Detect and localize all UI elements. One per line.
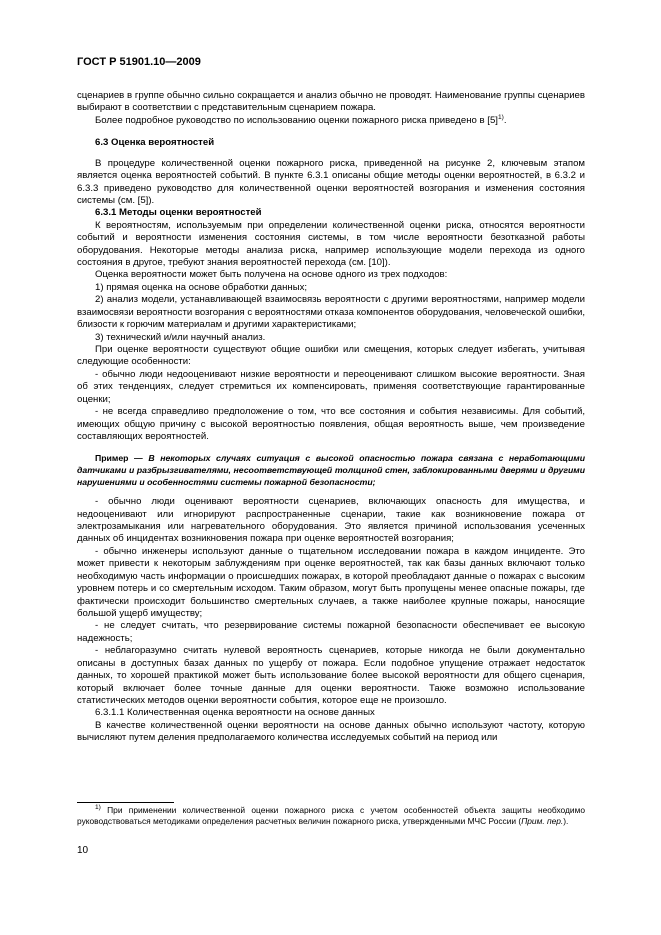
- subsubsection-heading: 6.3.1.1 Количественная оценка вероятности на основе данных: [95, 707, 375, 719]
- list-item: 1) прямая оценка на основе обработки данных;: [95, 281, 308, 293]
- list-item: - обычно люди оценивают вероятности сценариев, включающих опасность для имущества, и недооценивают или игнорируют распространенные сценарии, такие как возникновение пожара от электрозамыкания или нагревательного оборудования. Это является причиной использования усеченных данных об инцидентах возникновения пожара при оценке вероятностей возгорания;: [77, 496, 585, 545]
- list-item: - не следует считать, что резервирование системы пожарной безопасности обеспечивает ее высокую надежность;: [77, 620, 585, 644]
- example-note: [77, 453, 585, 488]
- paragraph-end: .: [503, 114, 507, 126]
- list-item: 3) технический и/или научный анализ.: [95, 331, 266, 343]
- list-item: - неблагоразумно считать нулевой вероятность сценариев, которые никогда не были документально описаны в доступных базах данных по ущербу от пожара. Если подобное упущение отражает недостаток данных, то хорошей практикой может быть использование более высокой вероятности для общего сценария, который включает более точные данные для оценки вероятности. Также возможно использование статистических методов оценки вероятности события, которое еще не произошло.: [77, 645, 585, 706]
- document-body: [77, 90, 585, 745]
- footnote-end: ).: [563, 816, 569, 827]
- paragraph: К вероятностям, используемым при определении количественной оценки риска, относятся вероятности событий и вероятности изменения состояния системы, в том числе вероятности безотказной работы оборудования. Некоторые методы анализа риска, например использующие модели перехода из одного состояния в другое, требуют знания вероятностей перехода (см. [10]).: [77, 219, 585, 269]
- example-text: В некоторых случаях ситуация с высокой опасностью пожара связана с неработающими датчиками и разбрызгивателями, несоответствующей толщиной стен, заблокированными дверями и другими нарушениями и особенностями системы пожарной безопасности;: [77, 453, 585, 487]
- footnote-ref: 1): [497, 113, 504, 121]
- paragraph: В процедуре количественной оценки пожарного риска, приведенной на рисунке 2, ключевым этапом является оценка вероятностей событий. В пункте 6.3.1 описаны общие методы оценки вероятностей, в 6.3.2 и 6.3.3 приведено руководство для количественной оценки вероятностей возгорания и изменения состояния системы (см. [5]).: [77, 157, 585, 206]
- list-item: 2) анализ модели, устанавливающей взаимосвязь вероятности с другими вероятностями, например модели взаимосвязи вероятности возгорания с вероятностями отказа компонентов оборудования, человеческой ошибки, близости к горючим материалам и другими характеристиками;: [77, 294, 585, 331]
- example-label: Пример —: [95, 453, 143, 464]
- footnote-separator: [77, 802, 174, 803]
- paragraph: При оценке вероятности существуют общие ошибки или смещения, которых следует избегать, учитывая следующие особенности:: [77, 344, 585, 368]
- page-number: 10: [77, 845, 89, 856]
- list-item: - не всегда справедливо предположение о том, что все состояния и события независимы. Для событий, имеющих общую причину с высокой вероятностью появления, общая вероятность выше, чем произведение составляющих вероятностей.: [77, 406, 585, 442]
- section-heading: 6.3 Оценка вероятностей: [95, 137, 215, 149]
- document-header: ГОСТ Р 51901.10—2009: [77, 56, 201, 68]
- subsection-heading: 6.3.1 Методы оценки вероятностей: [95, 207, 262, 219]
- paragraph-text: Более подробное руководство по использованию оценки пожарного риска приведено в [5]: [95, 114, 498, 126]
- list-item: - обычно люди недооценивают низкие вероятности и переоценивают слишком высокие вероятности. Зная об этих тенденциях, следует стремиться их компенсировать, применяя соответствующие гарантированные оценки;: [77, 368, 585, 405]
- footnote-mark: 1): [95, 804, 101, 812]
- footnote: [77, 805, 585, 827]
- footnote-italic: Прим. пер.: [521, 816, 564, 827]
- paragraph: [77, 115, 585, 127]
- paragraph: сценариев в группе обычно сильно сокращается и анализ обычно не проводят. Наименование группы сценариев выбирают в соответствии с представительным сценарием пожара.: [77, 90, 585, 114]
- footnote-text: При применении количественной оценки пожарного риска с учетом особенностей объекта защиты необходимо руководствоваться методиками определения расчетных величин пожарного риска, утвержденными МЧС России (: [77, 805, 585, 827]
- paragraph: Оценка вероятности может быть получена на основе одного из трех подходов:: [95, 269, 448, 281]
- list-item: - обычно инженеры используют данные о тщательном исследовании пожара в каждом инциденте. Это может привести к некоторым заблуждениям при оценке вероятностей, так как базы данных включают только необходимую часть информации о происшедших пожарах, в которой преобладают данные о пожарах с высоким уровнем потерь и со смертельным исходом. Таким образом, могут быть пропущены менее опасные пожары, где фактически происходит большинство смертельных случаев, а также наиболее крупные пожары, наносящие большой ущерб имуществу;: [77, 545, 585, 619]
- paragraph: В качестве количественной оценки вероятности на основе данных обычно используют частоту, которую вычисляют путем деления предполагаемого количества исследуемых событий на период или: [77, 719, 585, 744]
